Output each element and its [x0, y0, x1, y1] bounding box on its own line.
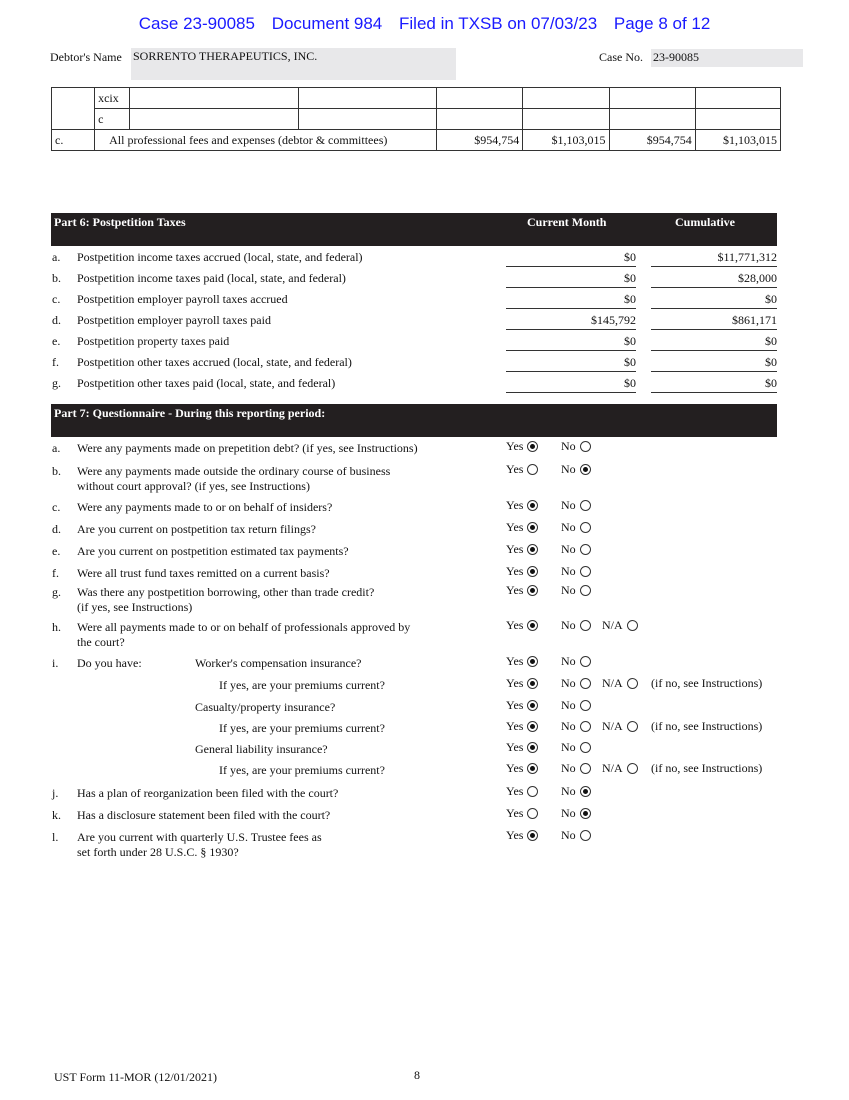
yes-option[interactable]: [506, 564, 538, 579]
tax-row-label: Postpetition other taxes paid (local, state, and federal): [77, 376, 336, 390]
no-label: No: [561, 618, 576, 632]
yes-option[interactable]: [506, 806, 538, 821]
tax-row-letter: g.: [52, 376, 61, 390]
no-label: No: [561, 564, 576, 578]
no-option[interactable]: [561, 828, 591, 843]
yes-radio[interactable]: [527, 700, 538, 711]
no-radio[interactable]: [580, 763, 591, 774]
no-option[interactable]: [561, 740, 591, 755]
no-radio[interactable]: [580, 566, 591, 577]
no-radio[interactable]: [580, 786, 591, 797]
yes-option[interactable]: [506, 740, 538, 755]
case-number-header: Case 23-90085: [138, 14, 255, 33]
no-option[interactable]: [561, 439, 591, 454]
yes-radio[interactable]: [527, 808, 538, 819]
question-text: Were all payments made to or on behalf of professionals approved by: [77, 620, 411, 634]
question-text: Were any payments made outside the ordinary course of business: [77, 464, 391, 478]
professional-fees-table: [51, 87, 781, 151]
yes-radio[interactable]: [527, 656, 538, 667]
cumulative-value[interactable]: $0: [651, 353, 777, 372]
no-option[interactable]: [561, 761, 591, 776]
no-radio[interactable]: [580, 464, 591, 475]
question-letter: c.: [52, 500, 61, 514]
yes-label: Yes: [506, 828, 524, 842]
question-letter: f.: [52, 566, 59, 580]
yes-option[interactable]: [506, 542, 538, 557]
question-text-cont: (if yes, see Instructions): [77, 600, 193, 614]
cumulative-value[interactable]: $0: [651, 374, 777, 393]
no-option[interactable]: [561, 698, 591, 713]
tax-row-label: Postpetition employer payroll taxes accrued: [77, 292, 288, 306]
yes-label: Yes: [506, 564, 524, 578]
yes-option[interactable]: [506, 698, 538, 713]
cumulative-value[interactable]: $11,771,312: [651, 248, 777, 267]
yes-label: Yes: [506, 654, 524, 668]
question-letter: j.: [52, 786, 59, 800]
cumulative-value[interactable]: $861,171: [651, 311, 777, 330]
yes-radio[interactable]: [527, 464, 538, 475]
tax-row-letter: c.: [52, 292, 61, 306]
tax-row-label: Postpetition income taxes accrued (local, state, and federal): [77, 250, 363, 264]
na-option[interactable]: [602, 719, 638, 734]
no-radio[interactable]: [580, 830, 591, 841]
fee-cell[interactable]: [695, 109, 780, 130]
tax-row-label: Postpetition employer payroll taxes paid: [77, 313, 271, 327]
yes-radio[interactable]: [527, 620, 538, 631]
total-value[interactable]: $1,103,015: [523, 130, 609, 151]
na-label: N/A: [602, 618, 623, 632]
no-label: No: [561, 719, 576, 733]
yes-radio[interactable]: [527, 585, 538, 596]
no-radio[interactable]: [580, 808, 591, 819]
question-letter: g.: [52, 585, 61, 599]
current-month-value[interactable]: $0: [506, 374, 636, 393]
yes-label: Yes: [506, 520, 524, 534]
table-row: [52, 109, 781, 130]
no-radio[interactable]: [580, 500, 591, 511]
insurance-question: If yes, are your premiums current?: [219, 721, 385, 735]
no-radio[interactable]: [580, 721, 591, 732]
debtor-name-field[interactable]: SORRENTO THERAPEUTICS, INC.: [131, 48, 456, 80]
current-month-value[interactable]: $0: [506, 248, 636, 267]
tax-row-label: Postpetition income taxes paid (local, state, and federal): [77, 271, 346, 285]
insurance-question: If yes, are your premiums current?: [219, 763, 385, 777]
yes-option[interactable]: [506, 462, 538, 477]
part7-header-bar: [51, 404, 777, 437]
current-month-value[interactable]: $0: [506, 269, 636, 288]
no-label: No: [561, 654, 576, 668]
no-option[interactable]: [561, 806, 591, 821]
fee-cell[interactable]: [523, 88, 609, 109]
yes-label: Yes: [506, 698, 524, 712]
cumulative-value[interactable]: $28,000: [651, 269, 777, 288]
no-radio[interactable]: [580, 441, 591, 452]
no-option[interactable]: [561, 542, 591, 557]
question-text: Were all trust fund taxes remitted on a current basis?: [77, 566, 330, 580]
total-value[interactable]: $954,754: [609, 130, 695, 151]
yes-radio[interactable]: [527, 544, 538, 555]
no-label: No: [561, 828, 576, 842]
question-letter: i.: [52, 656, 59, 670]
no-radio[interactable]: [580, 742, 591, 753]
na-radio[interactable]: [627, 721, 638, 732]
no-label: No: [561, 462, 576, 476]
yes-option[interactable]: [506, 784, 538, 799]
question-letter: l.: [52, 830, 59, 844]
fee-cell[interactable]: [437, 88, 523, 109]
if-no-note: (if no, see Instructions): [651, 676, 763, 690]
question-letter: d.: [52, 522, 61, 536]
yes-option[interactable]: [506, 439, 538, 454]
yes-option[interactable]: [506, 719, 538, 734]
question-text: Has a disclosure statement been filed with the court?: [77, 808, 331, 822]
tax-row-label: Postpetition property taxes paid: [77, 334, 230, 348]
no-option[interactable]: [561, 583, 591, 598]
no-label: No: [561, 761, 576, 775]
current-month-value[interactable]: $0: [506, 290, 636, 309]
yes-label: Yes: [506, 618, 524, 632]
if-no-note: (if no, see Instructions): [651, 761, 763, 775]
yes-radio[interactable]: [527, 786, 538, 797]
yes-radio[interactable]: [527, 678, 538, 689]
question-text: Were any payments made on prepetition debt? (if yes, see Instructions): [77, 441, 418, 455]
yes-option[interactable]: [506, 828, 538, 843]
part7-title: Part 7: Questionnaire - During this reporting period:: [54, 406, 326, 420]
question-text: Are you current on postpetition estimated tax payments?: [77, 544, 349, 558]
no-radio[interactable]: [580, 585, 591, 596]
total-label: All professional fees and expenses (debtor & committees): [95, 130, 437, 151]
fee-name-cell[interactable]: [130, 88, 298, 109]
yes-label: Yes: [506, 719, 524, 733]
current-month-heading: Current Month: [527, 215, 607, 229]
no-radio[interactable]: [580, 656, 591, 667]
question-letter: h.: [52, 620, 61, 634]
no-option[interactable]: [561, 462, 591, 477]
question-text-cont: set forth under 28 U.S.C. § 1930?: [77, 845, 239, 859]
no-radio[interactable]: [580, 544, 591, 555]
document-number-header: Document 984: [271, 14, 383, 33]
page-of-header: Page 8 of 12: [613, 14, 711, 33]
na-label: N/A: [602, 719, 623, 733]
row-roman-label: xcix: [95, 88, 130, 109]
yes-option[interactable]: [506, 520, 538, 535]
yes-radio[interactable]: [527, 742, 538, 753]
tax-row-letter: f.: [52, 355, 59, 369]
page-number: 8: [414, 1068, 420, 1082]
yes-option[interactable]: [506, 654, 538, 669]
debtor-name-label: Debtor's Name: [50, 50, 122, 64]
yes-option[interactable]: [506, 498, 538, 513]
question-text: Has a plan of reorganization been filed with the court?: [77, 786, 339, 800]
fee-cell[interactable]: [695, 88, 780, 109]
fee-cell[interactable]: [609, 109, 695, 130]
insurance-question: Casualty/property insurance?: [195, 700, 336, 714]
tax-row-letter: e.: [52, 334, 61, 348]
case-no-field[interactable]: 23-90085: [651, 49, 803, 67]
yes-radio[interactable]: [527, 566, 538, 577]
no-radio[interactable]: [580, 522, 591, 533]
question-text: Were any payments made to or on behalf of insiders?: [77, 500, 333, 514]
no-option[interactable]: [561, 719, 591, 734]
insurance-question: General liability insurance?: [195, 742, 328, 756]
tax-row-letter: b.: [52, 271, 61, 285]
current-month-value[interactable]: $0: [506, 332, 636, 351]
no-label: No: [561, 520, 576, 534]
current-month-value[interactable]: $0: [506, 353, 636, 372]
total-value[interactable]: $1,103,015: [695, 130, 780, 151]
total-letter: c.: [52, 130, 95, 151]
no-option[interactable]: [561, 676, 591, 691]
na-radio[interactable]: [627, 678, 638, 689]
yes-label: Yes: [506, 806, 524, 820]
yes-label: Yes: [506, 583, 524, 597]
tax-row-letter: d.: [52, 313, 61, 327]
yes-radio[interactable]: [527, 522, 538, 533]
question-text: Are you current on postpetition tax return filings?: [77, 522, 316, 536]
yes-radio[interactable]: [527, 721, 538, 732]
yes-option[interactable]: [506, 583, 538, 598]
no-option[interactable]: [561, 520, 591, 535]
cumulative-value[interactable]: $0: [651, 290, 777, 309]
yes-option[interactable]: [506, 618, 538, 633]
no-radio[interactable]: [580, 678, 591, 689]
cumulative-heading: Cumulative: [675, 215, 735, 229]
na-option[interactable]: [602, 761, 638, 776]
yes-option[interactable]: [506, 676, 538, 691]
fee-role-cell[interactable]: [298, 88, 436, 109]
na-option[interactable]: [602, 676, 638, 691]
no-radio[interactable]: [580, 700, 591, 711]
yes-label: Yes: [506, 439, 524, 453]
question-text-cont: the court?: [77, 635, 125, 649]
part6-title: Part 6: Postpetition Taxes: [54, 215, 186, 229]
fee-role-cell[interactable]: [298, 109, 436, 130]
insurance-question: If yes, are your premiums current?: [219, 678, 385, 692]
yes-label: Yes: [506, 542, 524, 556]
question-text-cont: without court approval? (if yes, see Instructions): [77, 479, 310, 493]
no-label: No: [561, 676, 576, 690]
question-letter: b.: [52, 464, 61, 478]
if-no-note: (if no, see Instructions): [651, 719, 763, 733]
no-option[interactable]: [561, 564, 591, 579]
row-roman-label: c: [95, 109, 130, 130]
yes-radio[interactable]: [527, 763, 538, 774]
total-value[interactable]: $954,754: [437, 130, 523, 151]
na-radio[interactable]: [627, 763, 638, 774]
na-label: N/A: [602, 676, 623, 690]
no-label: No: [561, 806, 576, 820]
fee-cell[interactable]: [523, 109, 609, 130]
part6-header-bar: [51, 213, 777, 246]
yes-option[interactable]: [506, 761, 538, 776]
tax-row-label: Postpetition other taxes accrued (local, state, and federal): [77, 355, 352, 369]
yes-label: Yes: [506, 784, 524, 798]
filing-header: [0, 14, 849, 34]
insurance-lead-text: Do you have:: [77, 656, 142, 670]
yes-label: Yes: [506, 462, 524, 476]
no-option[interactable]: [561, 654, 591, 669]
question-letter: a.: [52, 441, 61, 455]
tax-row-letter: a.: [52, 250, 61, 264]
form-id: UST Form 11-MOR (12/01/2021): [54, 1070, 218, 1084]
na-label: N/A: [602, 761, 623, 775]
no-option[interactable]: [561, 784, 591, 799]
case-no-label: Case No.: [599, 50, 643, 64]
question-text: Are you current with quarterly U.S. Trustee fees as: [77, 830, 322, 844]
na-option[interactable]: [602, 618, 638, 633]
question-letter: e.: [52, 544, 61, 558]
fee-cell[interactable]: [437, 109, 523, 130]
no-label: No: [561, 583, 576, 597]
question-letter: k.: [52, 808, 61, 822]
fee-cell[interactable]: [609, 88, 695, 109]
no-radio[interactable]: [580, 620, 591, 631]
yes-radio[interactable]: [527, 500, 538, 511]
no-option[interactable]: [561, 618, 591, 633]
yes-radio[interactable]: [527, 830, 538, 841]
yes-label: Yes: [506, 676, 524, 690]
no-label: No: [561, 740, 576, 754]
current-month-value[interactable]: $145,792: [506, 311, 636, 330]
no-label: No: [561, 698, 576, 712]
yes-label: Yes: [506, 761, 524, 775]
insurance-question: Worker's compensation insurance?: [195, 656, 362, 670]
total-row: [52, 130, 781, 151]
question-text: Was there any postpetition borrowing, other than trade credit?: [77, 585, 375, 599]
yes-label: Yes: [506, 740, 524, 754]
no-label: No: [561, 439, 576, 453]
table-row: [52, 88, 781, 109]
no-label: No: [561, 498, 576, 512]
yes-radio[interactable]: [527, 441, 538, 452]
na-radio[interactable]: [627, 620, 638, 631]
no-option[interactable]: [561, 498, 591, 513]
yes-label: Yes: [506, 498, 524, 512]
cumulative-value[interactable]: $0: [651, 332, 777, 351]
fee-name-cell[interactable]: [130, 109, 298, 130]
filed-date-header: Filed in TXSB on 07/03/23: [399, 14, 598, 33]
no-label: No: [561, 542, 576, 556]
no-label: No: [561, 784, 576, 798]
